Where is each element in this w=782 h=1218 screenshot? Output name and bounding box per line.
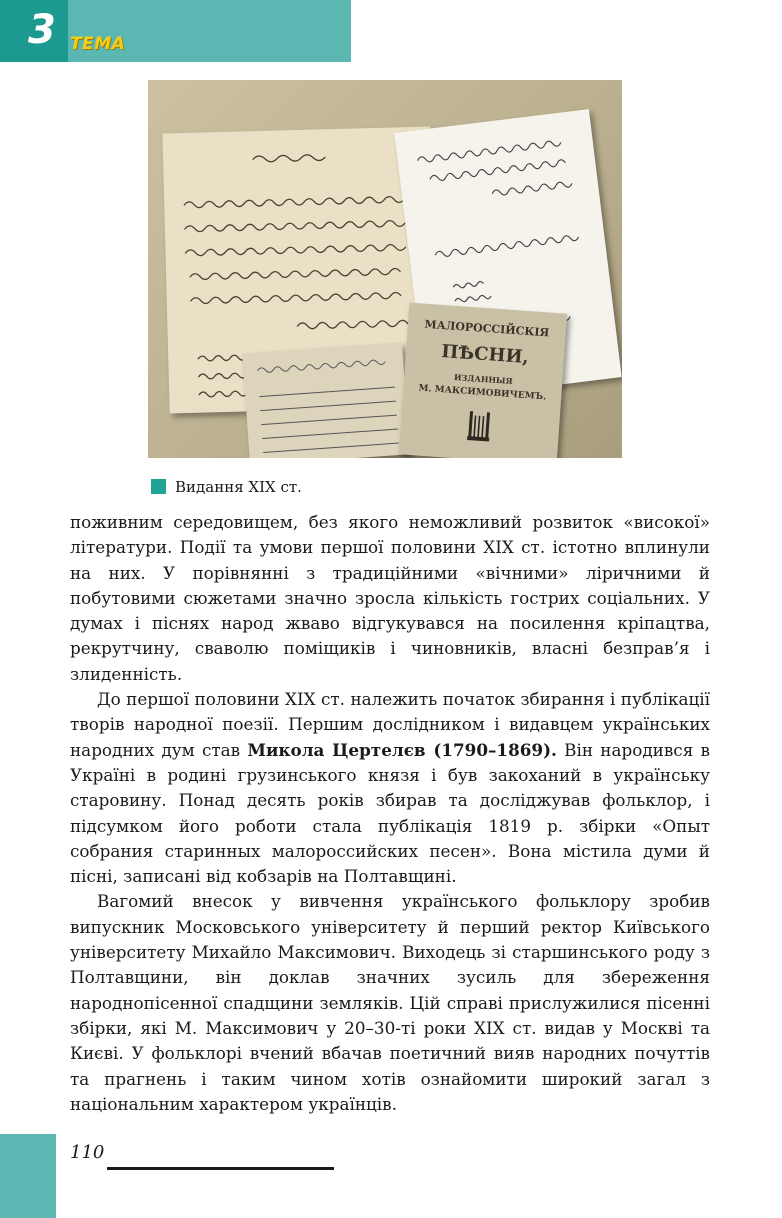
paragraph-text: Він народився в Україні в родині грузинського князя і був закоханий в українську старовину. Понад десять років збирав та досліджував фольклор, і підсумком його роботи стала публікація 1819 р. збірки «Опыт собрания старинных малороссийских песен». Вона містила думи й пісні, записані від кобзарів на Полтавщині.: [70, 739, 710, 887]
book-cover-line2: ПѢСНИ,: [440, 341, 530, 369]
book-cover-line4: М. МАКСИМОВИЧЕМЪ.: [418, 383, 547, 403]
paragraph-text: Вагомий внесок у вивчення українського фольклору зробив випускник Московського університету й перший ректор Київського університету Михайло Максимович. Виходець зі старшинського роду з Полтавщини, він доклав значних зусиль для збереження народнопісенної спадщини земляків. Цій справі прислужилися пісенні збірки, які М. Максимович у 20–30-ті роки XIX ст. видав у Москві та Києві. У фольклорі вчений вбачав поетичний вияв народних почуттів та прагнень і таким чином хотів ознайомити широкий загал з національним характером українців.: [70, 891, 710, 1114]
paragraph-text: поживним середовищем, без якого неможливий розвиток «високої» літератури. Події та умови першої половини XIX ст. істотно вплинули на них. У порівнянні з традиційними «вічними» ліричними й побутовими сюжетами значно зросла кількість гострих соціальних. У думах і піснях народ жваво відгукувався на посилення кріпацтва, рекрутчину, сваволю поміщиків і чиновників, власні безправ’я і злиденність.: [70, 512, 710, 684]
body-paragraph: [70, 687, 710, 889]
lyre-emblem: [464, 407, 494, 445]
historical-editions-photo: [148, 80, 622, 458]
footer-tab: [0, 1134, 56, 1218]
book-cover: [399, 303, 567, 458]
caption-marker: [151, 479, 166, 494]
paragraph-text: До першої половини XIX ст. належить початок збирання і публікації творів народної поезії. Першим дослідником і видавцем українських народних дум став: [70, 689, 710, 760]
body-paragraph: [70, 889, 710, 1117]
chapter-number: 3: [28, 7, 56, 53]
bold-term: Микола Цертелєв (1790–1869).: [247, 739, 557, 760]
body-paragraph: [70, 510, 710, 687]
book-cover-line3: ИЗДАННЫЯ: [453, 371, 514, 387]
footer-rule: [107, 1167, 334, 1170]
page-number: 110: [70, 1142, 105, 1163]
body-text: [70, 510, 710, 1117]
chapter-label: ТЕМА: [70, 34, 126, 54]
printed-booklet-page: [242, 343, 409, 458]
booklet-lines: [242, 343, 409, 458]
figure-caption: Видання XIX ст.: [175, 478, 302, 496]
book-cover-line1: МАЛОРОССІЙСКІЯ: [424, 317, 550, 340]
